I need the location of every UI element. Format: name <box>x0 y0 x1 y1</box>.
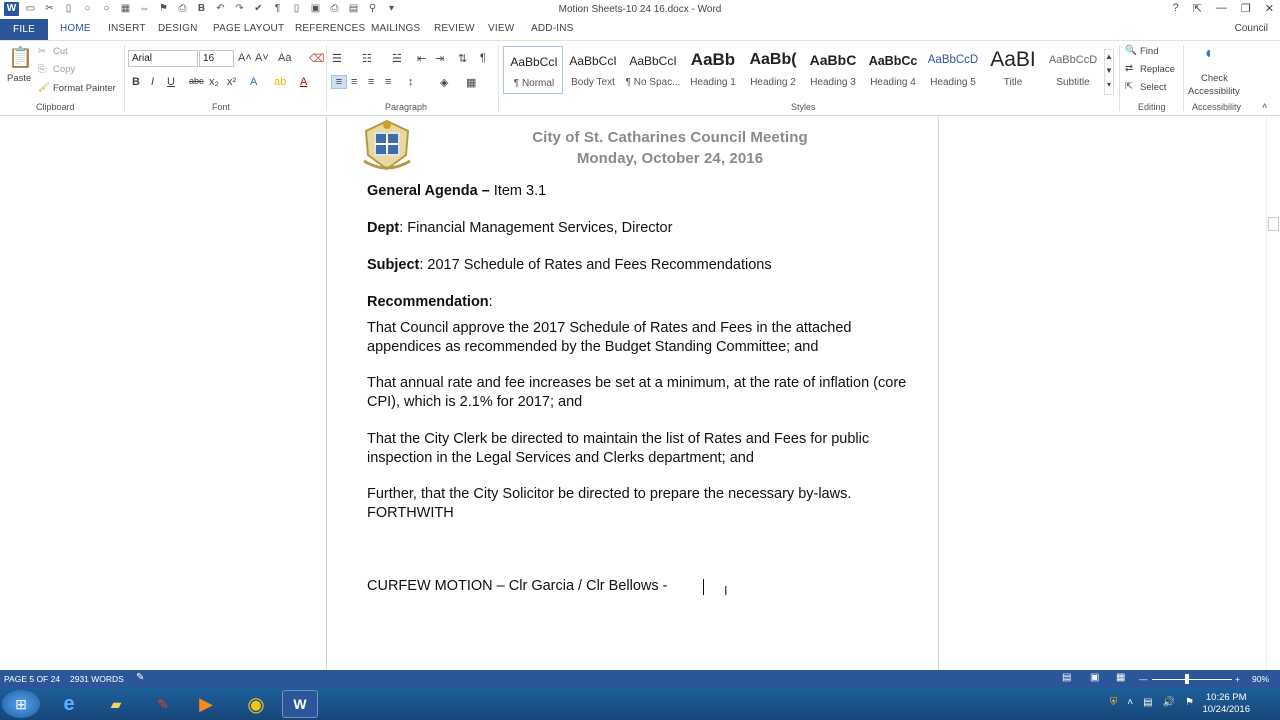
style-name: Heading 4 <box>870 77 916 88</box>
clock[interactable] <box>1202 692 1250 716</box>
check-accessibility-icon[interactable]: ◐ <box>1205 45 1215 62</box>
file-explorer-icon[interactable]: ▰ <box>110 695 122 712</box>
print-preview-2-icon[interactable]: ▤ <box>348 3 359 14</box>
windows-taskbar <box>0 688 1280 720</box>
style-name: Heading 2 <box>750 77 796 88</box>
style-normal[interactable] <box>503 46 563 94</box>
dept-line <box>367 219 927 238</box>
style-preview: AaBbCcD <box>927 54 979 66</box>
header-line-2: Monday, October 24, 2016 <box>576 150 764 167</box>
replace-button[interactable]: Replace <box>1140 64 1175 75</box>
clock-time: 10:26 PM <box>1205 692 1247 703</box>
ribbon-display-button[interactable]: ⇱ <box>1192 3 1202 15</box>
decrease-indent-icon[interactable]: ⇤ <box>417 53 427 65</box>
paragraph-group-label: Paragraph <box>385 102 428 112</box>
styles-scroll-icon[interactable]: ▲ ▼ ▾ <box>1104 49 1114 95</box>
clear-formatting-icon[interactable]: ⌫ <box>309 53 325 65</box>
paragraph-4: Further, that the City Solicitor be directed to prepare the necessary by-laws. <box>367 486 852 502</box>
align-center-icon[interactable]: ≡ <box>351 76 358 88</box>
justify-icon[interactable]: ≡ <box>385 76 392 88</box>
dept-label: Dept <box>367 220 400 236</box>
web-layout-icon[interactable]: ▦ <box>1116 672 1126 683</box>
style-heading-1[interactable] <box>683 46 743 94</box>
tree-icon[interactable]: ⚲ <box>368 3 377 14</box>
paste-button[interactable]: Paste <box>7 73 32 84</box>
word-taskbar-icon[interactable]: W <box>282 690 318 718</box>
clock-date: 10/24/2016 <box>1202 704 1250 715</box>
spacing-icon[interactable]: ⇔ <box>139 3 150 14</box>
copy-icon[interactable]: ⎘ <box>38 64 46 75</box>
media-player-icon[interactable]: ▶ <box>199 693 213 714</box>
style-preview: AaBbCcD <box>1048 54 1098 66</box>
tab-references[interactable]: REFERENCES <box>295 23 366 34</box>
tab-review[interactable]: REVIEW <box>434 23 475 34</box>
align-right-icon[interactable]: ≡ <box>368 76 375 88</box>
paragraph-3: That the City Clerk be directed to maintain the list of Rates and Fees for public inspection in the Legal Services and Clerks department; and <box>367 431 870 466</box>
style-name: Title <box>1003 77 1023 88</box>
style-preview: AaBbCcI <box>629 54 677 68</box>
recommendation-colon: : <box>488 294 493 310</box>
minimize-button[interactable]: — <box>1215 2 1227 14</box>
font-color-icon[interactable]: A <box>300 76 308 88</box>
numbering-icon[interactable]: ☷ <box>362 53 372 65</box>
city-crest-logo <box>360 117 414 173</box>
page-edge <box>938 117 939 670</box>
status-bar <box>0 670 1280 688</box>
style-heading-5[interactable] <box>923 46 983 94</box>
vertical-scrollbar[interactable] <box>1266 117 1280 670</box>
tab-insert[interactable]: INSERT <box>108 23 146 34</box>
editing-group-label: Editing <box>1138 102 1166 112</box>
clipboard-group-label: Clipboard <box>36 102 75 112</box>
style-name: Heading 3 <box>810 77 856 88</box>
account-name[interactable]: Council <box>1234 23 1268 34</box>
print-layout-icon[interactable]: ▣ <box>1090 672 1100 683</box>
style-preview: AaBbCcI <box>510 55 558 69</box>
shield-icon[interactable]: ⛨ <box>1109 697 1118 708</box>
multilevel-list-icon[interactable]: ☱ <box>392 53 402 65</box>
restore-button[interactable]: ❐ <box>1240 3 1251 15</box>
style-body-text[interactable] <box>563 46 623 94</box>
separator <box>1183 45 1184 111</box>
network-icon[interactable]: ▤ <box>1143 697 1153 708</box>
document-title: Motion Sheets-10 24 16.docx - Word <box>558 4 722 15</box>
style-preview: AaBb <box>690 50 736 69</box>
styles-group-label: Styles <box>791 102 816 112</box>
align-left-icon[interactable]: ≡ <box>331 75 347 89</box>
tab-mailings[interactable]: MAILINGS <box>371 23 421 34</box>
chrome-icon[interactable]: ◉ <box>247 693 265 716</box>
print-preview-icon[interactable]: ⎙ <box>178 3 187 14</box>
document-canvas[interactable] <box>0 117 1280 670</box>
ibeam-cursor-icon: I <box>724 583 728 598</box>
agenda-item: Item 3.1 <box>489 183 547 199</box>
strikethrough-icon[interactable]: abc <box>189 76 204 86</box>
cut-icon[interactable]: ✂ <box>38 46 46 57</box>
style-heading-3[interactable] <box>803 46 863 94</box>
subject-value: : 2017 Schedule of Rates and Fees Recommendations <box>419 257 772 273</box>
internet-explorer-icon[interactable]: e <box>63 692 75 715</box>
check-accessibility-label-1[interactable]: Check <box>1201 73 1228 84</box>
separator <box>124 45 125 111</box>
style-name: Heading 1 <box>690 77 736 88</box>
table-icon[interactable]: ▦ <box>120 3 131 14</box>
recommendation-heading <box>367 293 927 312</box>
zoom-out-button[interactable]: — <box>1139 674 1148 684</box>
font-size-field[interactable]: 16 <box>199 50 234 67</box>
open-icon[interactable]: ▭ <box>25 3 36 14</box>
proofing-icon[interactable]: ✎ <box>136 672 145 683</box>
tray-arrow-icon[interactable]: ˄ <box>1127 697 1134 708</box>
filter-icon[interactable]: ⚑ <box>159 3 168 14</box>
tab-add-ins[interactable]: ADD-INS <box>531 23 574 34</box>
style-preview: AaBbCcI <box>569 54 617 68</box>
separator <box>498 45 499 111</box>
shrink-font-icon[interactable]: A˅ <box>255 52 269 64</box>
tab-page-layout[interactable]: PAGE LAYOUT <box>213 23 285 34</box>
redo-icon[interactable]: ↷ <box>235 3 244 14</box>
close-button[interactable]: ✕ <box>1264 3 1274 15</box>
recommendation-label: Recommendation <box>367 294 489 310</box>
subject-line <box>367 256 927 275</box>
tab-design[interactable]: DESIGN <box>158 23 198 34</box>
grow-font-icon[interactable]: A˄ <box>238 52 252 64</box>
superscript-icon[interactable]: x² <box>227 76 237 88</box>
style-preview: AaBI <box>990 48 1036 71</box>
flag-icon[interactable]: ⚑ <box>1185 697 1194 708</box>
zoom-level[interactable]: 90% <box>1252 674 1270 684</box>
highlight-icon[interactable]: ab <box>274 76 287 88</box>
style-heading-2[interactable] <box>743 46 803 94</box>
style-heading-4[interactable] <box>863 46 923 94</box>
page-icon[interactable]: ▯ <box>293 3 300 14</box>
word-count[interactable]: 2931 WORDS <box>70 674 124 684</box>
style-title[interactable] <box>983 46 1043 94</box>
separator <box>326 45 327 111</box>
line-spacing-icon[interactable]: ↕ <box>408 76 414 88</box>
text-effects-icon[interactable]: A <box>250 76 258 88</box>
system-tray <box>1110 697 1194 708</box>
pilcrow-icon[interactable]: ¶ <box>480 52 486 64</box>
start-button-icon[interactable]: ⊞ <box>2 690 40 718</box>
style-no-spacing[interactable] <box>623 46 683 94</box>
shading-icon[interactable]: ◈ <box>440 77 449 89</box>
font-name-field[interactable]: Arial <box>128 50 198 67</box>
paragraph-4-forthwith: FORTHWITH <box>367 505 454 521</box>
subject-label: Subject <box>367 257 420 273</box>
paragraph-1: That Council approve the 2017 Schedule of Rates and Fees in the attached appendices as recommended by the Budget Standing Committee; and <box>367 320 852 355</box>
paste-icon[interactable]: 📋 <box>8 47 33 69</box>
app-icon[interactable]: ✎ <box>157 695 169 712</box>
ribbon <box>0 40 1280 116</box>
text-cursor <box>703 579 704 595</box>
borders-icon[interactable]: ▦ <box>466 77 477 89</box>
curfew-motion-line: CURFEW MOTION – Clr Garcia / Clr Bellows - <box>367 578 668 594</box>
underline-icon[interactable]: U <box>167 76 175 88</box>
style-preview: AaBb( <box>749 51 797 68</box>
pilcrow-qat-icon[interactable]: ¶ <box>274 3 281 14</box>
title-bar <box>0 0 1280 19</box>
increase-indent-icon[interactable]: ⇥ <box>435 53 445 65</box>
page-count[interactable]: PAGE 5 OF 24 <box>4 674 61 684</box>
collapse-ribbon-icon[interactable]: ˄ <box>1262 101 1268 111</box>
undo-icon[interactable]: ↶ <box>216 3 225 14</box>
italic-icon[interactable]: I <box>151 76 155 88</box>
zoom-slider-thumb[interactable] <box>1185 674 1189 684</box>
tools-icon[interactable]: ✂ <box>45 3 54 14</box>
customize-qat-icon[interactable]: ▾ <box>388 3 395 14</box>
ribbon-tabs <box>0 19 1280 40</box>
style-preview: AaBbC <box>809 52 857 68</box>
styles-gallery <box>503 46 1103 94</box>
bold-qat-icon[interactable]: B <box>197 3 206 14</box>
subscript-icon[interactable]: x₂ <box>209 76 219 88</box>
bold-icon[interactable]: B <box>132 76 140 88</box>
circle-icon[interactable]: ○ <box>103 3 110 14</box>
check-accessibility-label-2[interactable]: Accessibility <box>1188 86 1240 97</box>
replace-icon[interactable]: ⇄ <box>1125 63 1133 74</box>
zoom-in-button[interactable]: + <box>1235 674 1240 684</box>
volume-icon[interactable]: 🔊 <box>1162 697 1176 708</box>
separator <box>1119 45 1120 111</box>
check-icon[interactable]: ✔ <box>254 3 263 14</box>
style-name: Subtitle <box>1056 77 1090 88</box>
agenda-line <box>367 182 927 201</box>
format-painter-icon[interactable]: 🖌 <box>38 82 51 93</box>
agenda-label: General Agenda – <box>367 183 490 199</box>
dept-value: : Financial Management Services, Director <box>399 220 673 236</box>
bullets-icon[interactable]: ☰ <box>332 53 342 65</box>
change-case-icon[interactable]: Aa <box>278 52 292 64</box>
select-icon[interactable]: ⇱ <box>1125 81 1133 92</box>
copy-button[interactable]: Copy <box>53 64 76 75</box>
find-icon[interactable]: 🔍 <box>1125 45 1137 56</box>
tab-view[interactable]: VIEW <box>488 23 515 34</box>
cut-button[interactable]: Cut <box>53 46 68 57</box>
page-edge <box>326 117 327 670</box>
accessibility-group-label: Accessibility <box>1192 102 1242 112</box>
style-name: ¶ Normal <box>513 78 555 89</box>
window-controls <box>1173 2 1274 15</box>
header-line-1: City of St. Catharines Council Meeting <box>532 129 808 146</box>
tab-file[interactable]: FILE <box>0 19 48 40</box>
style-name: Heading 5 <box>930 77 976 88</box>
new-document-icon[interactable]: ▯ <box>65 3 72 14</box>
font-group-label: Font <box>212 102 231 112</box>
word-logo-icon: W <box>4 2 19 16</box>
shape-icon[interactable]: ○ <box>84 3 91 14</box>
style-preview: AaBbCc <box>868 54 918 68</box>
help-button[interactable]: ? <box>1172 2 1179 14</box>
scroll-thumb[interactable] <box>1268 217 1279 231</box>
tab-home[interactable]: HOME <box>60 23 91 34</box>
find-button[interactable]: Find <box>1140 46 1159 57</box>
style-name: ¶ No Spac... <box>625 77 681 88</box>
sort-icon[interactable]: ⇅ <box>458 53 468 65</box>
save-icon[interactable]: ▣ <box>310 3 321 14</box>
style-subtitle[interactable] <box>1043 46 1103 94</box>
style-name: Body Text <box>571 77 615 88</box>
format-painter-button[interactable]: Format Painter <box>53 83 116 94</box>
select-button[interactable]: Select <box>1140 82 1167 93</box>
zoom-slider-track[interactable] <box>1152 679 1232 680</box>
read-mode-icon[interactable]: ▤ <box>1062 672 1072 683</box>
print-icon[interactable]: ⎙ <box>330 3 339 14</box>
paragraph-2: That annual rate and fee increases be set at a minimum, at the rate of inflation (core CPI), which is 2.1% for 2017; and <box>367 375 907 410</box>
